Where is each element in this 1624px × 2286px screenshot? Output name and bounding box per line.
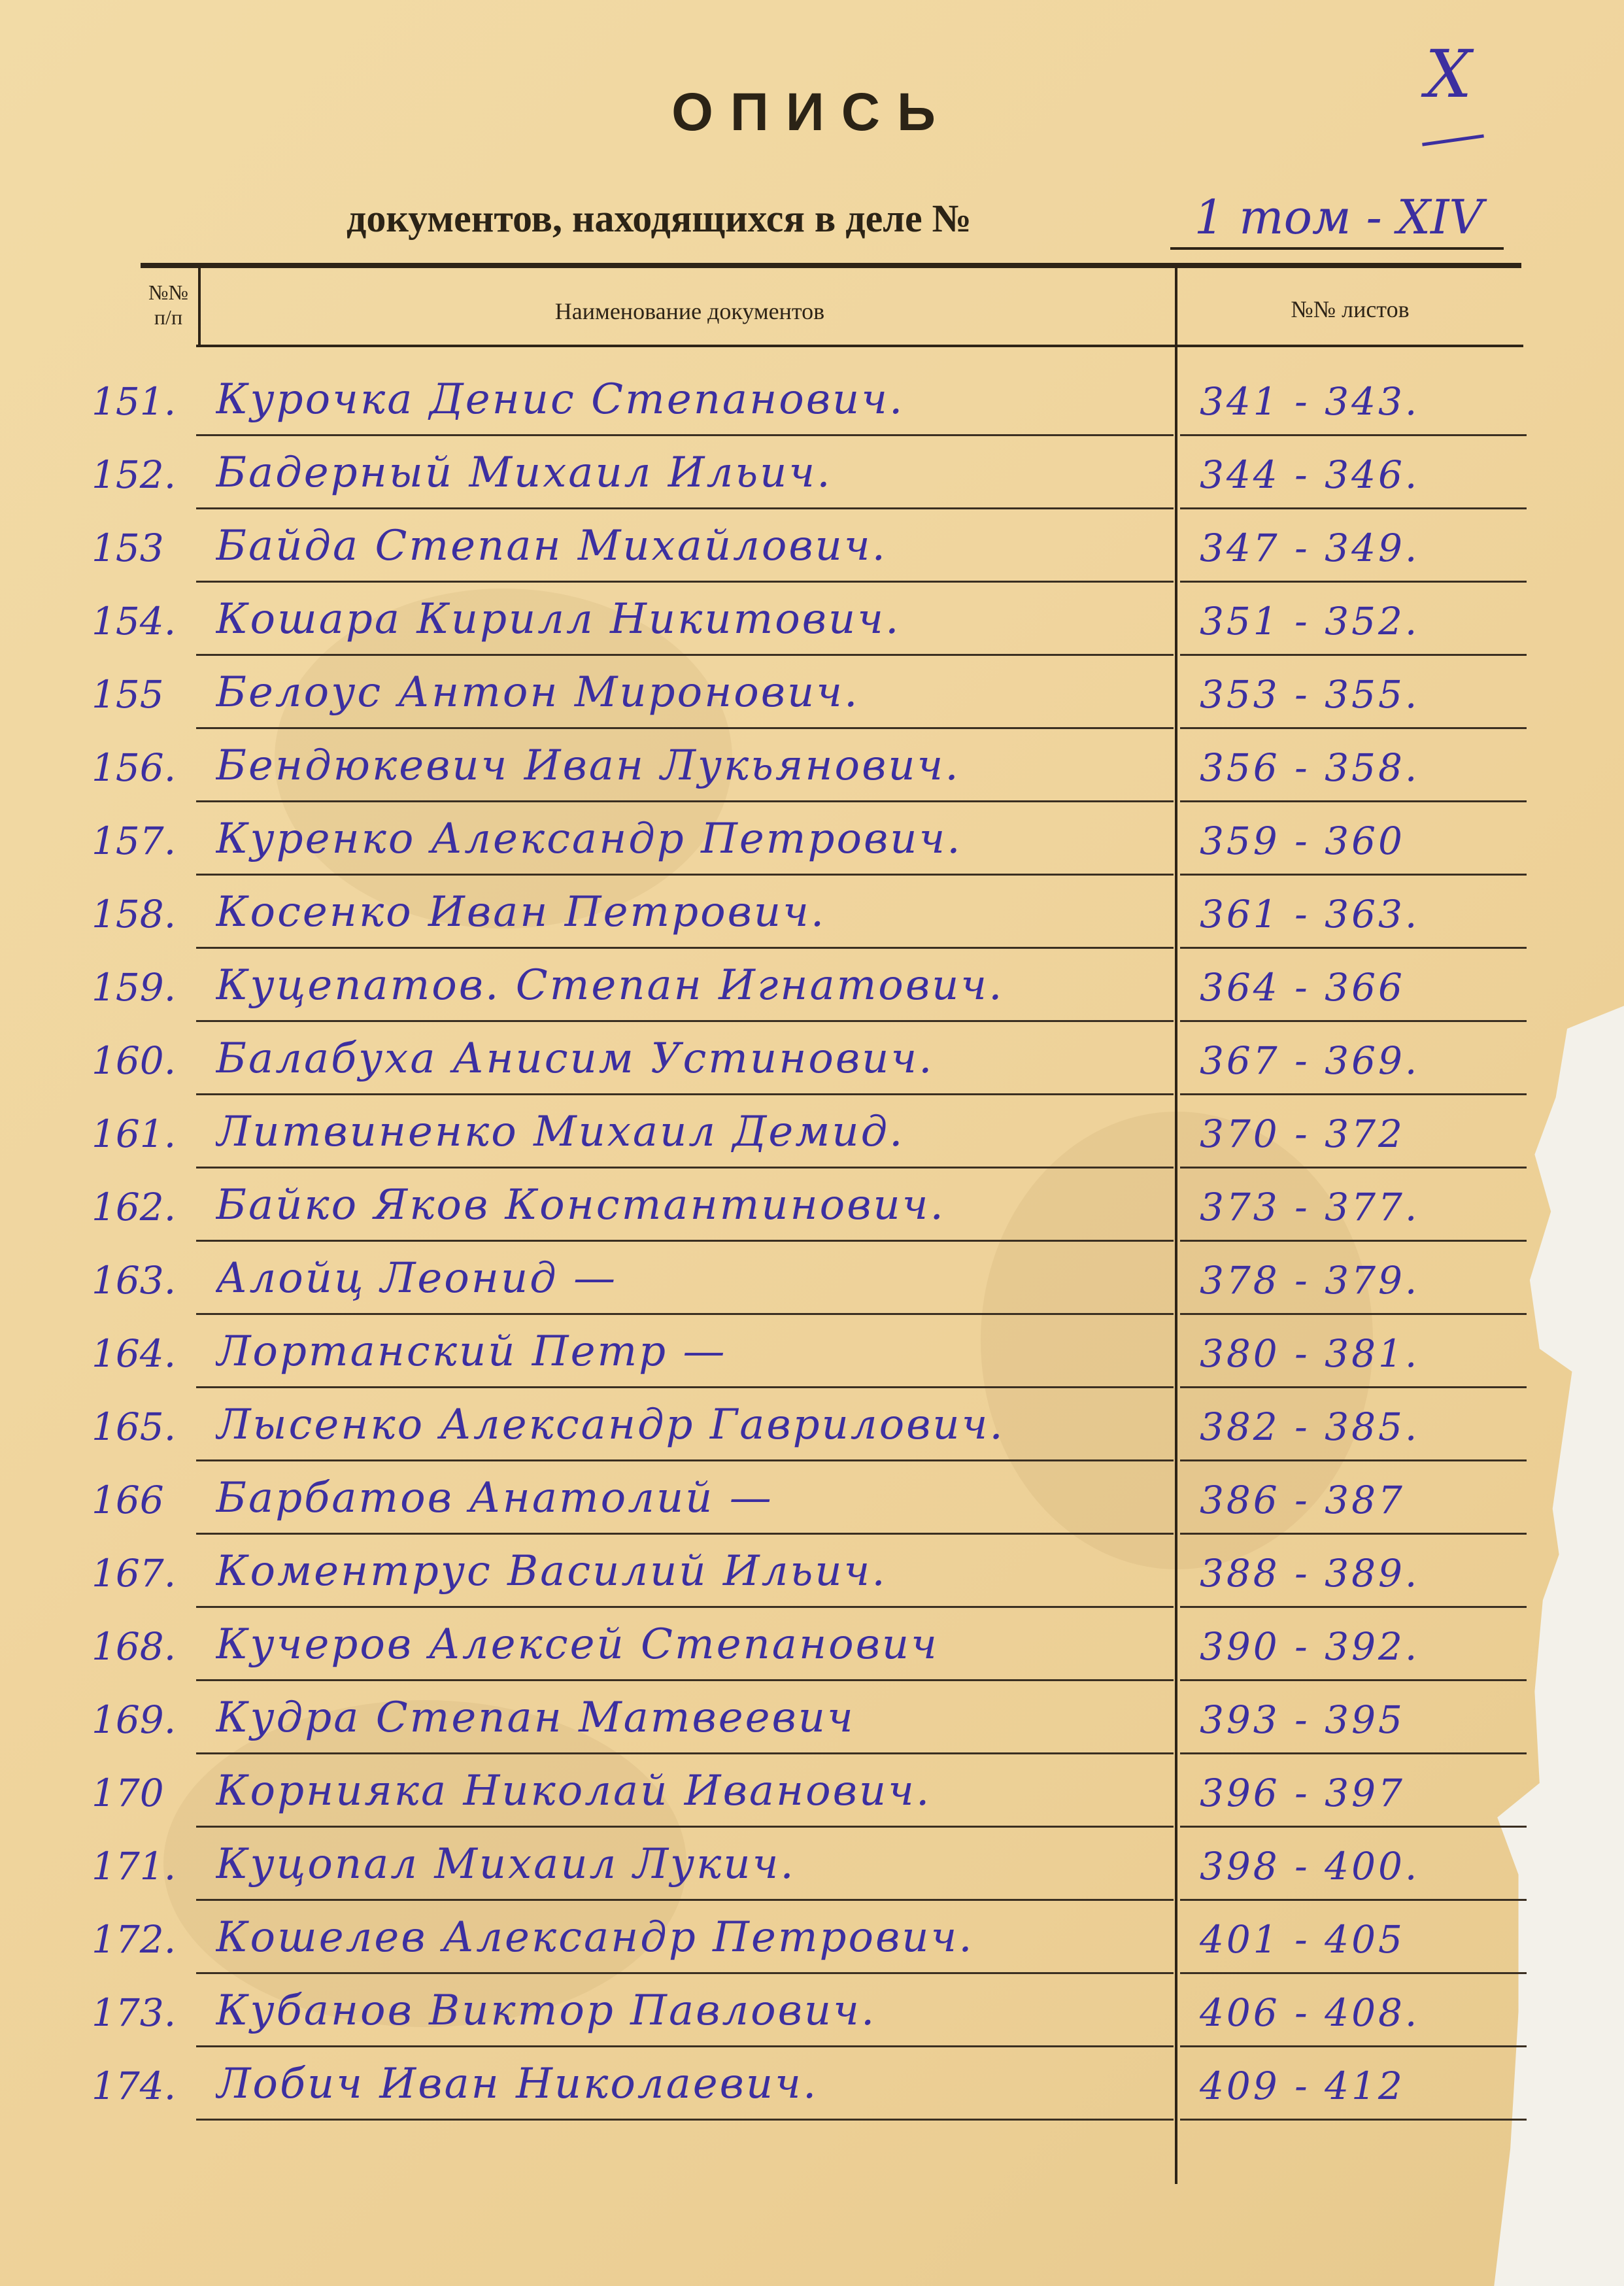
row-sheets: 401 - 405: [1200, 1917, 1405, 1962]
row-rule-sheets: [1180, 1606, 1527, 1608]
row-rule-name: [196, 1167, 1174, 1169]
row-sheets: 370 - 372: [1200, 1112, 1405, 1156]
row-sheets: 364 - 366: [1200, 965, 1405, 1010]
row-number: 166: [92, 1478, 164, 1522]
row-rule-sheets: [1180, 1093, 1527, 1095]
row-name: Кошелев Александр Петрович.: [216, 1913, 974, 1962]
row-name: Куцепатов. Степан Игнатович.: [216, 961, 1004, 1010]
table-row: [0, 1099, 1624, 1172]
table-row: [0, 1904, 1624, 1977]
row-name: Литвиненко Михаил Демид.: [216, 1108, 905, 1156]
row-rule-name: [196, 1752, 1174, 1754]
row-number: 155: [92, 672, 164, 717]
row-rule-sheets: [1180, 1386, 1527, 1388]
row-number: 157.: [92, 819, 177, 863]
row-name: Куренко Александр Петрович.: [216, 815, 962, 863]
row-name: Лортанский Петр —: [216, 1327, 727, 1376]
row-rule-name: [196, 1459, 1174, 1461]
row-rule-sheets: [1180, 727, 1527, 729]
table-row: [0, 439, 1624, 513]
row-rule-name: [196, 874, 1174, 876]
row-number: 158.: [92, 892, 177, 936]
row-rule-sheets: [1180, 2119, 1527, 2121]
row-number: 152.: [92, 452, 177, 497]
row-number: 171.: [92, 1844, 177, 1888]
table-row: [0, 732, 1624, 806]
table-row: [0, 879, 1624, 952]
row-sheets: 390 - 392.: [1200, 1624, 1420, 1669]
table-row: [0, 1831, 1624, 1904]
row-name: Коментрус Василий Ильич.: [216, 1547, 887, 1595]
row-rule-sheets: [1180, 1679, 1527, 1681]
row-sheets: 351 - 352.: [1200, 599, 1420, 643]
table-row: [0, 1172, 1624, 1245]
row-sheets: 409 - 412: [1200, 2064, 1405, 2108]
row-sheets: 344 - 346.: [1200, 452, 1420, 497]
row-rule-name: [196, 1533, 1174, 1535]
corner-mark: X: [1425, 36, 1472, 112]
row-sheets: 380 - 381.: [1200, 1331, 1420, 1376]
row-rule-name: [196, 1313, 1174, 1315]
header-sheets: №№ листов: [1291, 296, 1410, 322]
row-sheets: 356 - 358.: [1200, 745, 1420, 790]
row-name: Байда Степан Михайлович.: [216, 522, 887, 570]
row-name: Курочка Денис Степанович.: [216, 375, 905, 424]
row-rule-name: [196, 947, 1174, 949]
table-row: [0, 1465, 1624, 1538]
row-rule-name: [196, 1386, 1174, 1388]
row-rule-sheets: [1180, 1459, 1527, 1461]
row-rule-sheets: [1180, 1752, 1527, 1754]
row-sheets: 347 - 349.: [1200, 526, 1420, 570]
header-bottom-rule: [196, 345, 1523, 347]
row-sheets: 382 - 385.: [1200, 1405, 1420, 1449]
row-sheets: 373 - 377.: [1200, 1185, 1420, 1229]
table-top-rule: [141, 263, 1521, 268]
row-number: 161.: [92, 1112, 177, 1156]
row-number: 151.: [92, 379, 177, 424]
row-rule-sheets: [1180, 947, 1527, 949]
row-number: 162.: [92, 1185, 177, 1229]
row-number: 153: [92, 526, 164, 570]
row-name: Белоус Антон Миронович.: [216, 668, 860, 717]
table-row: [0, 1025, 1624, 1099]
row-sheets: 406 - 408.: [1200, 1990, 1420, 2035]
document-title: ОПИСЬ: [671, 82, 953, 142]
row-name: Кудра Степан Матвеевич: [216, 1694, 855, 1742]
row-sheets: 393 - 395: [1200, 1697, 1405, 1742]
row-sheets: 398 - 400.: [1200, 1844, 1420, 1888]
row-name: Алойц Леонид —: [216, 1254, 618, 1303]
row-number: 163.: [92, 1258, 177, 1303]
row-sheets: 386 - 387: [1200, 1478, 1405, 1522]
table-row: [0, 1758, 1624, 1831]
row-rule-sheets: [1180, 1313, 1527, 1315]
row-name: Байко Яков Константинович.: [216, 1181, 945, 1229]
table-row: [0, 586, 1624, 659]
row-name: Косенко Иван Петрович.: [216, 888, 826, 936]
row-name: Корнияка Николай Иванович.: [216, 1767, 932, 1815]
table-row: [0, 806, 1624, 879]
table-row: [0, 1245, 1624, 1318]
row-name: Балабуха Анисим Устинович.: [216, 1034, 934, 1083]
row-rule-sheets: [1180, 581, 1527, 583]
row-number: 169.: [92, 1697, 177, 1742]
row-sheets: 353 - 355.: [1200, 672, 1420, 717]
row-rule-sheets: [1180, 874, 1527, 876]
row-name: Бадерный Михаил Ильич.: [216, 449, 832, 497]
row-number: 159.: [92, 965, 177, 1010]
row-rule-name: [196, 434, 1174, 436]
row-number: 168.: [92, 1624, 177, 1669]
document-subtitle: документов, находящихся в деле №: [347, 197, 972, 240]
row-rule-name: [196, 654, 1174, 656]
row-rule-sheets: [1180, 1240, 1527, 1242]
row-number: 173.: [92, 1990, 177, 2035]
row-number: 156.: [92, 745, 177, 790]
row-rule-sheets: [1180, 1899, 1527, 1901]
table-row: [0, 1684, 1624, 1758]
row-sheets: 396 - 397: [1200, 1771, 1405, 1815]
row-rule-name: [196, 1606, 1174, 1608]
case-number: 1 том - XIV: [1194, 190, 1483, 245]
row-rule-sheets: [1180, 1972, 1527, 1974]
table-row: [0, 1977, 1624, 2051]
row-rule-name: [196, 2045, 1174, 2047]
row-name: Барбатов Анатолий —: [216, 1474, 773, 1522]
table-row: [0, 1318, 1624, 1391]
table-row: [0, 1391, 1624, 1465]
table-row: [0, 1611, 1624, 1684]
row-rule-name: [196, 1240, 1174, 1242]
row-number: 160.: [92, 1038, 177, 1083]
row-number: 164.: [92, 1331, 177, 1376]
row-rule-sheets: [1180, 1826, 1527, 1828]
table-row: [0, 366, 1624, 439]
row-name: Лобич Иван Николаевич.: [216, 2060, 819, 2108]
row-number: 170: [92, 1771, 164, 1815]
row-number: 154.: [92, 599, 177, 643]
row-rule-sheets: [1180, 1020, 1527, 1022]
row-name: Бендюкевич Иван Лукьянович.: [216, 742, 960, 790]
row-number: 172.: [92, 1917, 177, 1962]
header-name: Наименование документов: [554, 298, 825, 324]
table-row: [0, 1538, 1624, 1611]
row-rule-sheets: [1180, 507, 1527, 509]
row-rule-sheets: [1180, 2045, 1527, 2047]
table-row: [0, 2051, 1624, 2124]
table-row: [0, 659, 1624, 732]
row-sheets: 361 - 363.: [1200, 892, 1420, 936]
row-number: 174.: [92, 2064, 177, 2108]
row-number: 167.: [92, 1551, 177, 1595]
row-name: Куцопал Михаил Лукич.: [216, 1840, 796, 1888]
row-rule-sheets: [1180, 654, 1527, 656]
row-rule-name: [196, 1020, 1174, 1022]
row-rule-name: [196, 1679, 1174, 1681]
row-rule-name: [196, 2119, 1174, 2121]
row-sheets: 367 - 369.: [1200, 1038, 1420, 1083]
row-rule-sheets: [1180, 434, 1527, 436]
row-rule-name: [196, 1899, 1174, 1901]
header-number: №№ п/п: [148, 281, 189, 329]
table-row: [0, 513, 1624, 586]
row-name: Кучеров Алексей Степанович: [216, 1620, 939, 1669]
row-name: Лысенко Александр Гаврилович.: [216, 1401, 1005, 1449]
row-rule-name: [196, 1826, 1174, 1828]
table-row: [0, 952, 1624, 1025]
row-rule-name: [196, 800, 1174, 802]
row-rule-name: [196, 581, 1174, 583]
row-name: Кошара Кирилл Никитович.: [216, 595, 901, 643]
case-number-underline: [1170, 247, 1504, 250]
row-name: Кубанов Виктор Павлович.: [216, 1987, 877, 2035]
row-number: 165.: [92, 1405, 177, 1449]
row-rule-sheets: [1180, 800, 1527, 802]
row-rule-name: [196, 1093, 1174, 1095]
row-rule-name: [196, 1972, 1174, 1974]
row-rule-name: [196, 727, 1174, 729]
row-sheets: 388 - 389.: [1200, 1551, 1420, 1595]
row-rule-sheets: [1180, 1167, 1527, 1169]
row-rule-name: [196, 507, 1174, 509]
row-rule-sheets: [1180, 1533, 1527, 1535]
row-sheets: 341 - 343.: [1200, 379, 1420, 424]
row-sheets: 378 - 379.: [1200, 1258, 1420, 1303]
row-sheets: 359 - 360: [1200, 819, 1405, 863]
